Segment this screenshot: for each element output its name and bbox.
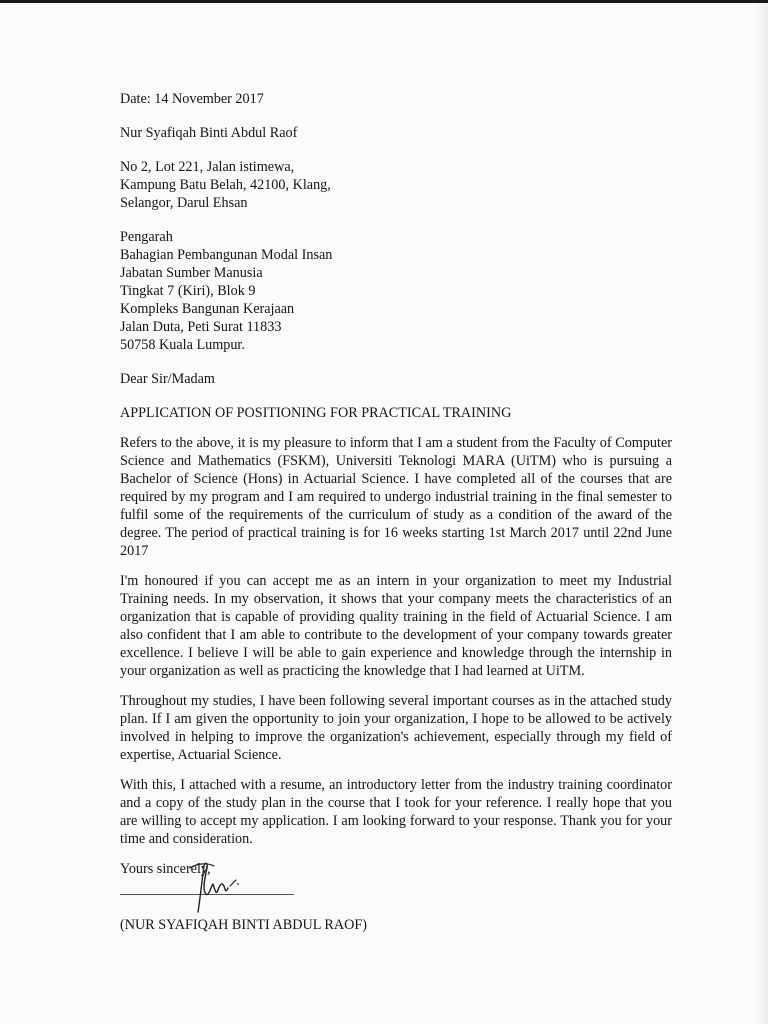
body-paragraph [120, 572, 672, 680]
recipient-line: Jabatan Sumber Manusia [120, 265, 263, 281]
closing-text: Yours sincerely, [120, 861, 211, 877]
recipient-line: Jalan Duta, Peti Surat 11833 [120, 319, 282, 335]
paragraph-text: Refers to the above, it is my pleasure to inform that I am a student from the Faculty of Computer Science and Mathematics (FSKM), Universiti Teknologi MARA (UiTM) who is pursuing a Bachelor of Science (Hons) in Actuarial Science. I have completed all of the courses that are required by my program and I am required to undergo industrial training in the final semester to fulfil some of the requirements of the curriculum of study as a condition of the award of the degree. The period of practical training is for 16 weeks starting 1st March 2017 until 22nd June 2017 [120, 435, 672, 559]
closing-block [120, 860, 672, 916]
recipient-line: 50758 Kuala Lumpur. [120, 337, 245, 353]
salutation: Dear Sir/Madam [120, 371, 215, 387]
recipient-line: Kompleks Bangunan Kerajaan [120, 301, 295, 317]
paragraph-text: I'm honoured if you can accept me as an intern in your organization to meet my Industrial Training needs. In my observation, it shows that your company meets the characteristics of an organization that is capable of providing quality training in the field of Actuarial Science. I am also confident that I am able to contribute to the development of your company towards greater excellence. I believe I will be able to gain experience and knowledge through the internship in your organization as well as practicing the knowledge that I had learned at UiTM. [120, 573, 672, 679]
recipient-address [120, 228, 672, 354]
sender-address [120, 158, 672, 212]
recipient-line: Pengarah [120, 229, 173, 245]
sender-name: Nur Syafiqah Binti Abdul Raof [120, 125, 298, 141]
signed-name: (NUR SYAFIQAH BINTI ABDUL RAOF) [120, 917, 367, 933]
paragraph-text: Throughout my studies, I have been following several important courses as in the attached study plan. If I am given the opportunity to join your organization, I hope to be allowed to be actively involved in helping to improve the organization's achievement, especially through my field of expertise, Actuarial Science. [120, 693, 672, 763]
body-paragraph [120, 692, 672, 764]
recipient-line: Bahagian Pembangunan Modal Insan [120, 247, 333, 263]
body-paragraph [120, 776, 672, 848]
sender-address-line: Kampung Batu Belah, 42100, Klang, [120, 177, 331, 193]
letter [120, 90, 672, 934]
scan-side-shadow [754, 0, 768, 1024]
sender-address-line: No 2, Lot 221, Jalan istimewa, [120, 159, 295, 175]
body-paragraph [120, 434, 672, 560]
scan-top-edge [0, 0, 768, 3]
letter-date: Date: 14 November 2017 [120, 91, 264, 107]
paragraph-text: With this, I attached with a resume, an introductory letter from the industry training coordinator and a copy of the study plan in the course that I took for your reference. I really hope that you are willing to accept my application. I am looking forward to your response. Thank you for your time and consideration. [120, 777, 672, 847]
recipient-line: Tingkat 7 (Kiri), Blok 9 [120, 283, 256, 299]
subject-line: APPLICATION OF POSITIONING FOR PRACTICAL TRAINING [120, 405, 512, 421]
handwritten-signature [178, 860, 248, 916]
sender-address-line: Selangor, Darul Ehsan [120, 195, 248, 211]
